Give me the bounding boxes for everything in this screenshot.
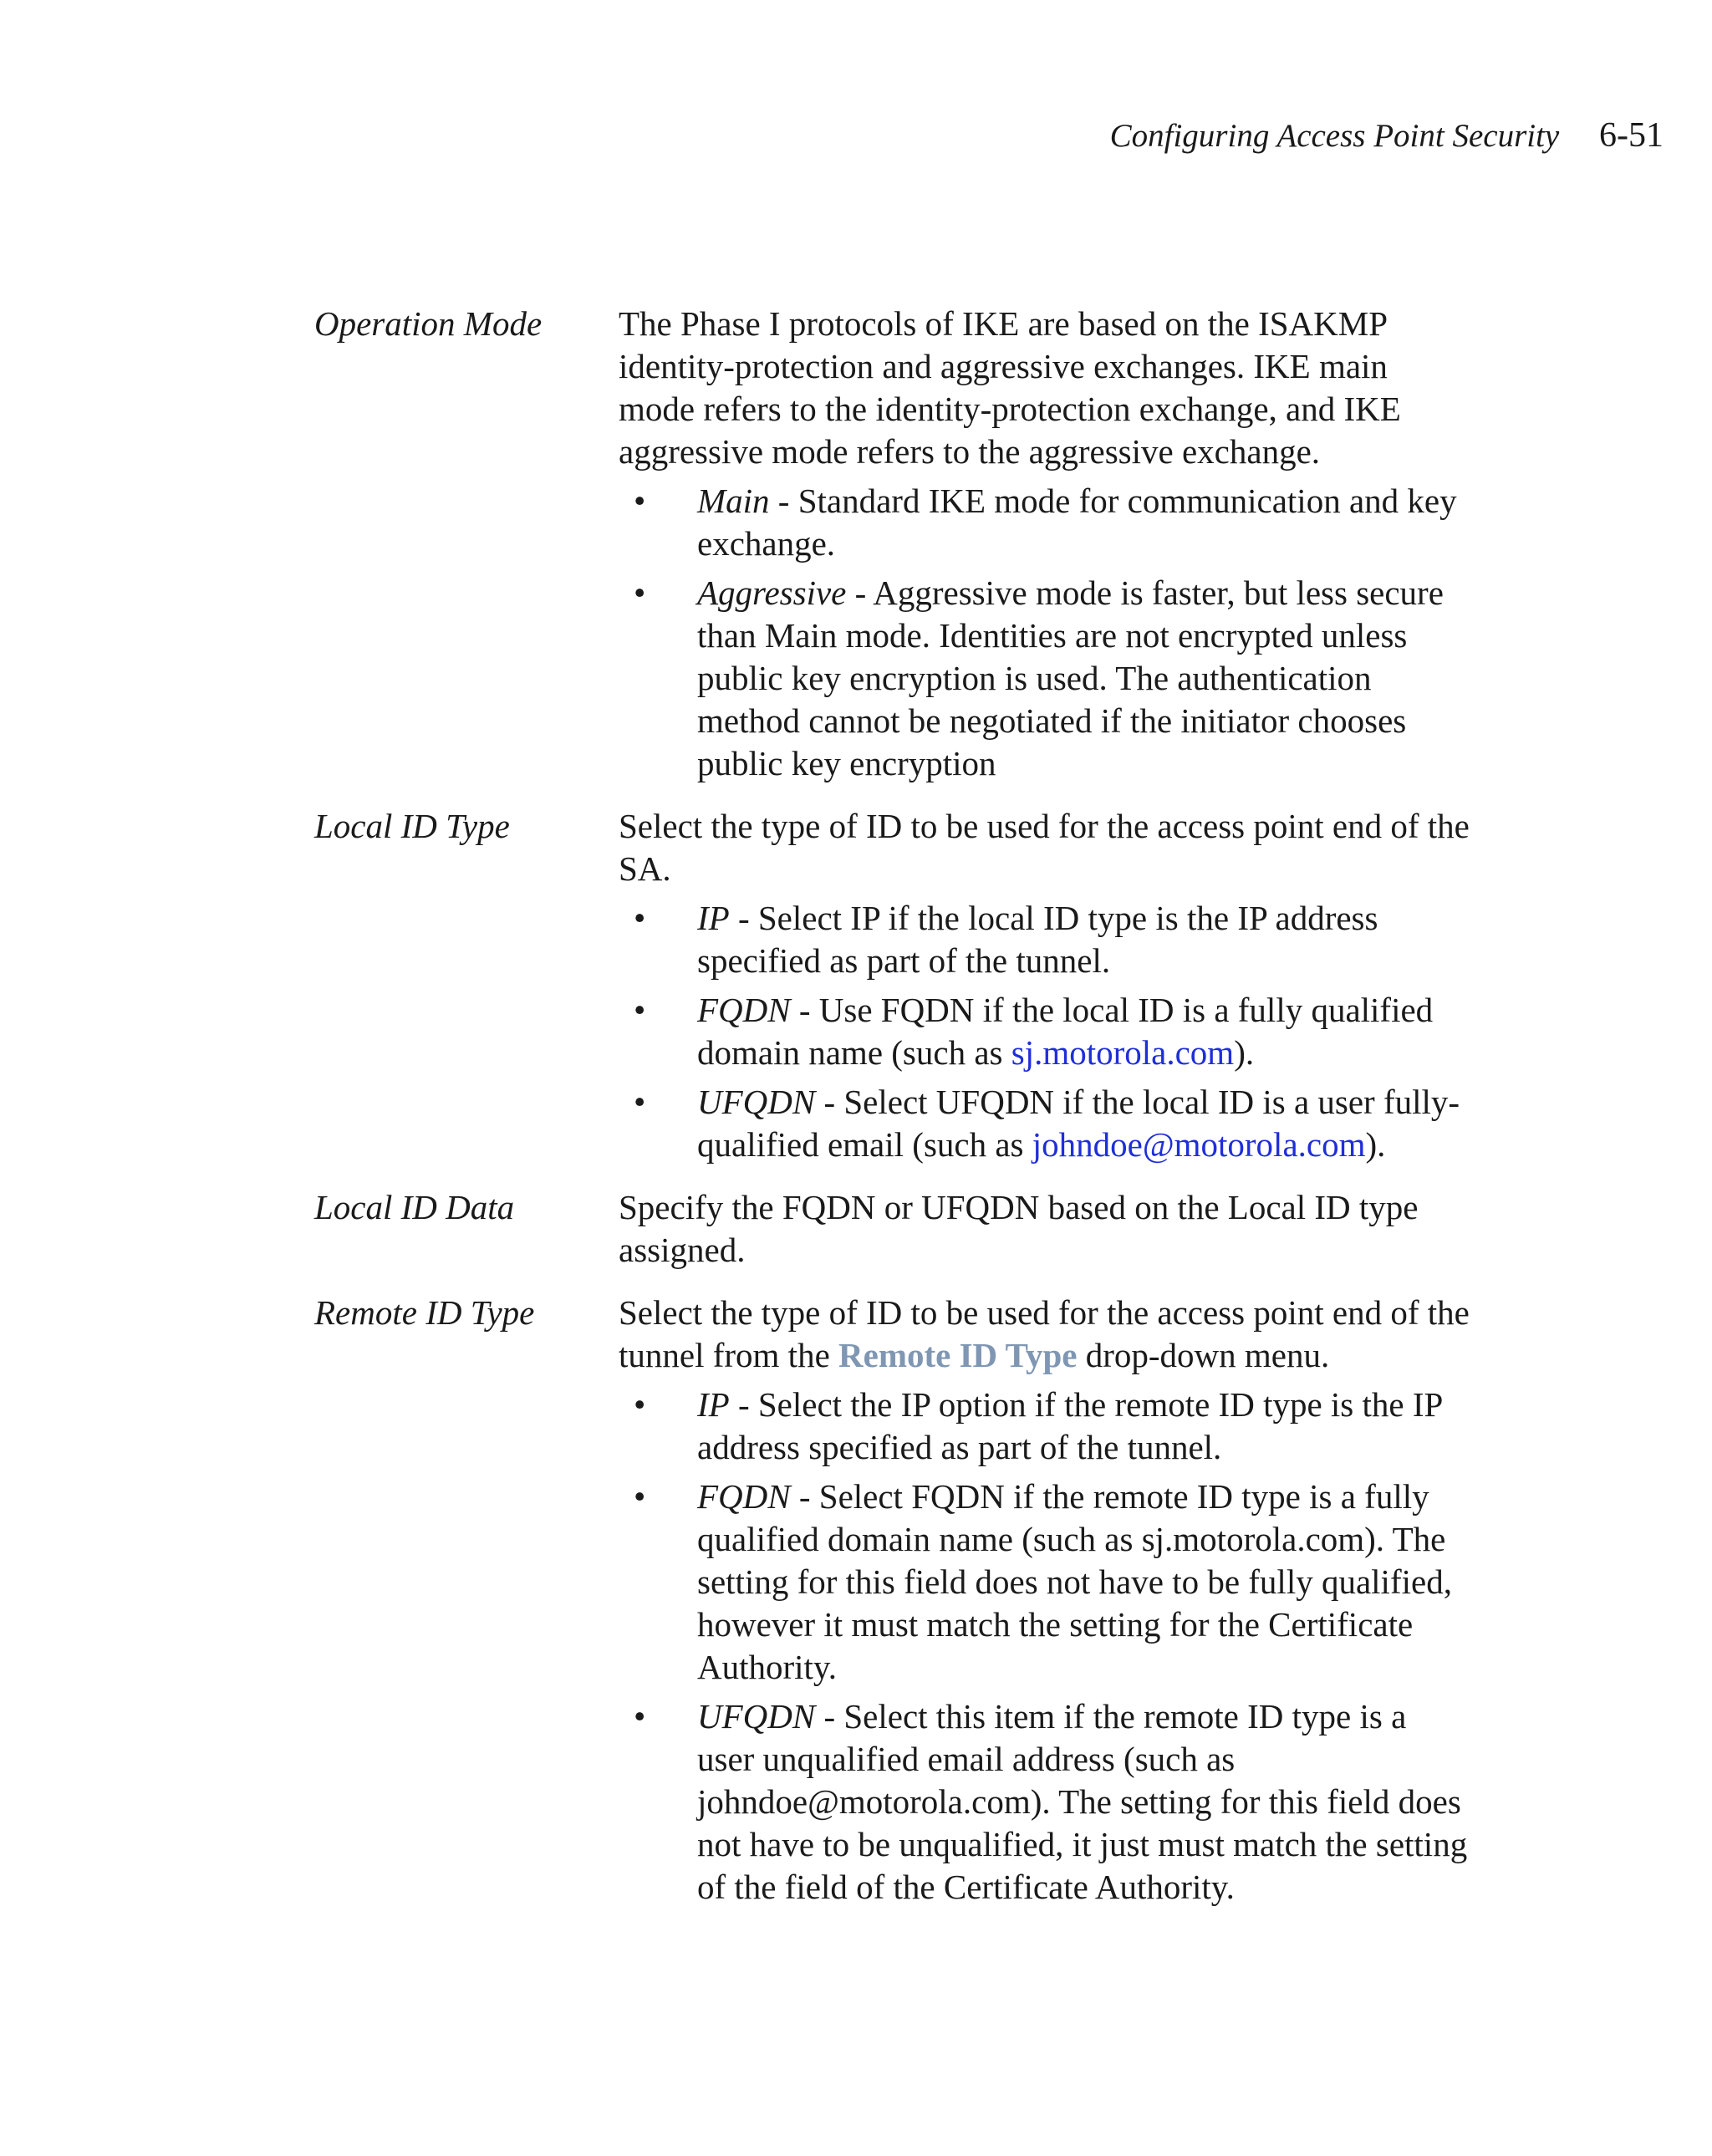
option-description: - Select IP if the local ID type is the IP address specified as part of the tunnel.	[697, 899, 1378, 980]
bullet-glyph: •	[634, 1477, 646, 1516]
option-list	[619, 1384, 1471, 1909]
definition-intro: Select the type of ID to be used for the access point end of the SA.	[619, 807, 1470, 888]
intro-text-end: drop-down menu.	[1077, 1336, 1330, 1374]
option-description: - Select the IP option if the remote ID type is the IP address specified as part of the tunnel.	[697, 1385, 1442, 1466]
definition-intro: Specify the FQDN or UFQDN based on the Local ID type assigned.	[619, 1188, 1419, 1269]
option-description: - Aggressive mode is faster, but less secure than Main mode. Identities are not encrypted unless public key encryption is used. The authentication method cannot be negotiated if the initiator chooses public key encryption	[697, 573, 1444, 782]
definition-local-id-type	[619, 805, 1471, 1166]
option-description: - Standard IKE mode for communication and key exchange.	[697, 482, 1457, 563]
term-operation-mode: Operation Mode	[314, 304, 543, 343]
ui-reference-remote-id-type: Remote ID Type	[838, 1336, 1078, 1374]
option-description-end: ).	[1234, 1033, 1255, 1072]
list-item	[619, 572, 1471, 785]
list-item	[619, 1476, 1471, 1689]
definition-list	[314, 303, 1468, 1929]
section-title: Configuring Access Point Security	[1109, 118, 1560, 154]
page-number: 6-51	[1599, 116, 1664, 155]
option-name: IP	[697, 1385, 730, 1424]
option-name: IP	[697, 899, 730, 937]
option-name: Main	[697, 482, 770, 520]
definition-intro: The Phase I protocols of IKE are based on the ISAKMP identity-protection and aggressive exchanges. IKE main mode refers to the identity-protection exchange, and IKE aggressive mode refers to the aggressive exchange.	[619, 304, 1401, 471]
option-name: UFQDN	[697, 1083, 816, 1121]
option-name: FQDN	[697, 1477, 791, 1516]
list-item	[619, 897, 1471, 982]
definition-intro	[619, 1292, 1471, 1377]
list-item	[619, 1695, 1471, 1909]
option-description-end: ).	[1365, 1125, 1386, 1164]
bullet-glyph: •	[634, 482, 646, 520]
bullet-glyph: •	[634, 991, 646, 1029]
entry-local-id-type	[314, 805, 1468, 1166]
option-list	[619, 897, 1471, 1166]
intro-text: Select the type of ID to be used for the access point end of the tunnel from the	[619, 1293, 1470, 1374]
list-item	[619, 1384, 1471, 1469]
option-name: UFQDN	[697, 1697, 816, 1736]
option-description: - Select this item if the remote ID type is a user unqualified email address (such as johndoe@motorola.com). The setting for this field does not have to be unqualified, it just must match the setting of the field of the Certificate Authority.	[697, 1697, 1468, 1906]
bullet-glyph: •	[634, 1083, 646, 1121]
option-name: FQDN	[697, 991, 791, 1029]
bullet-glyph: •	[634, 1697, 646, 1736]
option-name: Aggressive	[697, 573, 847, 612]
option-description: - Select FQDN if the remote ID type is a fully qualified domain name (such as sj.motorola.com). The setting for this field does not have to be fully qualified, however it must match the setting for the Certificate Authority.	[697, 1477, 1452, 1686]
option-list	[619, 480, 1471, 785]
option-description: - Select UFQDN if the local ID is a user fully-qualified email (such as	[697, 1083, 1460, 1164]
term-local-id-type: Local ID Type	[314, 807, 510, 845]
definition-operation-mode	[619, 303, 1471, 785]
page-header	[1110, 115, 1664, 156]
entry-operation-mode	[314, 303, 1468, 785]
list-item	[619, 989, 1471, 1074]
list-item	[619, 1081, 1471, 1166]
definition-local-id-data	[619, 1186, 1471, 1272]
list-item	[619, 480, 1471, 565]
term-local-id-data: Local ID Data	[314, 1188, 515, 1226]
term-remote-id-type: Remote ID Type	[314, 1293, 535, 1332]
option-description: - Use FQDN if the local ID is a fully qualified domain name (such as	[697, 991, 1434, 1072]
bullet-glyph: •	[634, 899, 646, 937]
bullet-glyph: •	[634, 1385, 646, 1424]
hyperlink-domain-example[interactable]: sj.motorola.com	[1011, 1033, 1235, 1072]
entry-remote-id-type	[314, 1292, 1468, 1909]
entry-local-id-data	[314, 1186, 1468, 1272]
hyperlink-email-example[interactable]: johndoe@motorola.com	[1032, 1125, 1366, 1164]
definition-remote-id-type	[619, 1292, 1471, 1909]
bullet-glyph: •	[634, 573, 646, 612]
